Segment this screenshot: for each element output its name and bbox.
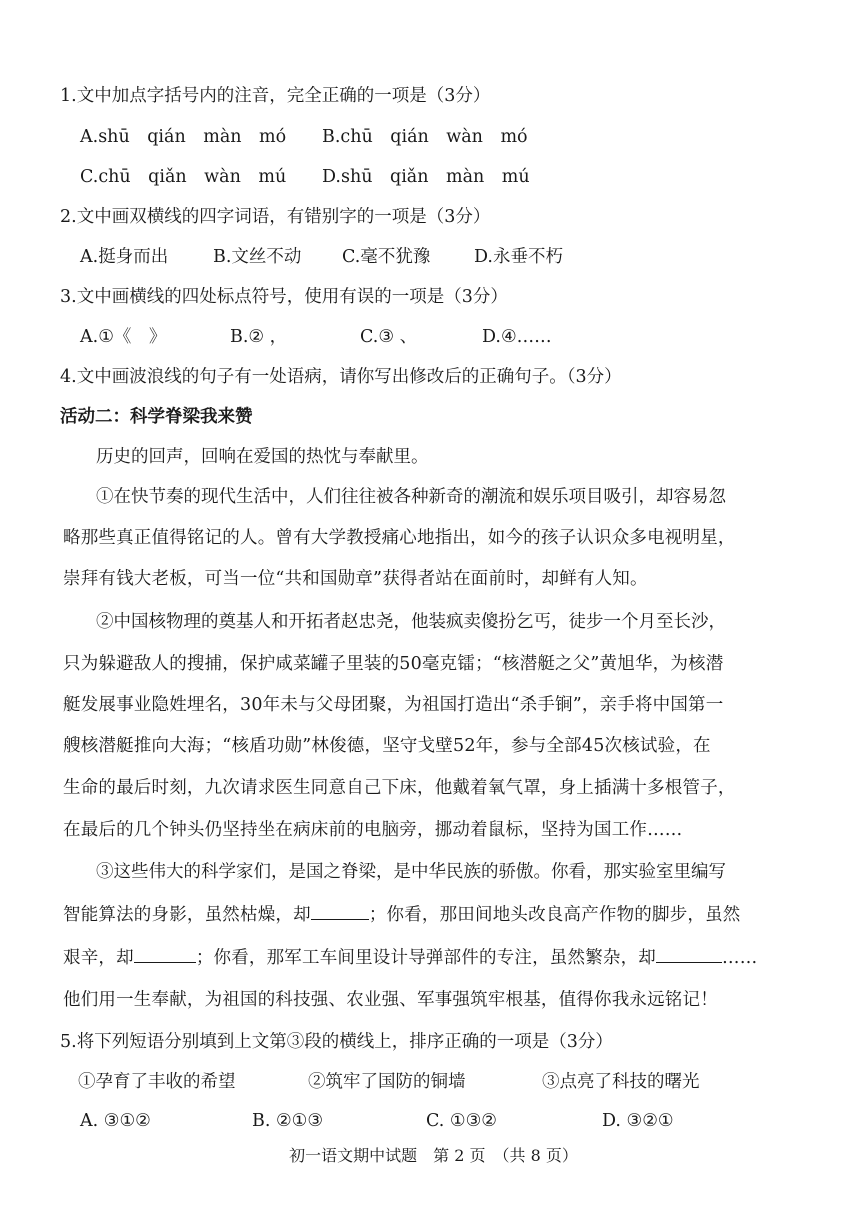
q5-option-d: D. ③②① [602, 1111, 674, 1131]
p3-line2-text-a: 智能算法的身影，虽然枯燥，却 [63, 905, 311, 925]
q5-option-c: C. ①③② [426, 1111, 497, 1131]
q3-option-c: C.③ 、 [360, 327, 418, 347]
q2-option-c: C.毫不犹豫 [342, 247, 431, 267]
q3-option-b: B.② ， [230, 327, 288, 347]
q5-options [80, 1108, 780, 1134]
p1-line1: ①在快节奏的现代生活中，人们往往被各种新奇的潮流和娱乐项目吸引，却容易忽 [96, 487, 726, 507]
q3-stem: 3.文中画横线的四处标点符号，使用有误的一项是（3分） [60, 287, 508, 307]
q1-option-c: C.chū qiǎn wàn mú [80, 167, 287, 187]
q2-stem: 2.文中画双横线的四字词语，有错别字的一项是（3分） [60, 207, 491, 227]
p1-line3: 崇拜有钱大老板，可当一位“共和国勋章”获得者站在面前时，却鲜有人知。 [63, 569, 648, 589]
q5-stem: 5.将下列短语分别填到上文第③段的横线上，排序正确的一项是（3分） [60, 1032, 613, 1052]
p3-line1: ③这些伟大的科学家们，是国之脊梁，是中华民族的骄傲。你看，那实验室里编写 [96, 862, 726, 882]
q1-option-d: D.shū qiǎn màn mú [322, 167, 530, 187]
blank-3[interactable] [656, 944, 722, 963]
activity2-heading: 活动二：科学脊梁我来赞 [60, 407, 253, 427]
q1-stem: 1.文中加点字括号内的注音，完全正确的一项是（3分） [60, 86, 491, 106]
p3-line3 [63, 944, 757, 971]
q3-option-d: D.④…… [482, 327, 552, 347]
p3-line2-text-b: ；你看，那田间地头改良高产作物的脚步，虽然 [368, 905, 741, 925]
blank-2[interactable] [134, 944, 196, 963]
p2-line1: ②中国核物理的奠基人和开拓者赵忠尧，他装疯卖傻扮乞丐，徒步一个月至长沙， [96, 612, 726, 632]
q4-stem: 4.文中画波浪线的句子有一处语病，请你写出修改后的正确句子。（3分） [60, 367, 622, 387]
q1-options-row2 [80, 164, 680, 190]
p2-line6: 在最后的几个钟头仍坚持坐在病床前的电脑旁，挪动着鼠标，坚持为国工作…… [63, 820, 683, 840]
q1-options-row1 [80, 124, 680, 150]
q3-option-a: A.①《 》 [80, 327, 167, 347]
p2-line3: 艇发展事业隐姓埋名，30年未与父母团聚，为祖国打造出“杀手锏”，亲手将中国第一 [63, 695, 724, 715]
q5-phrase-3: ③点亮了科技的曙光 [542, 1072, 700, 1092]
q5-option-a: A. ③①② [80, 1111, 151, 1131]
page-footer: 初一语文期中试题 第 2 页 （共 8 页） [289, 1146, 578, 1165]
q2-option-b: B.文丝不动 [213, 247, 302, 267]
p3-line2 [63, 901, 741, 928]
q1-option-a: A.shū qián màn mó [80, 127, 287, 147]
q5-phrase-2: ②筑牢了国防的铜墙 [308, 1072, 466, 1092]
p2-line2: 只为躲避敌人的搜捕，保护咸菜罐子里装的50毫克镭；“核潜艇之父”黄旭华，为核潜 [63, 654, 724, 674]
p3-line4: 他们用一生奉献，为祖国的科技强、农业强、军事强筑牢根基，值得你我永远铭记！ [63, 990, 718, 1010]
q5-phrase-1: ①孕育了丰收的希望 [78, 1072, 236, 1092]
p2-line4: 艘核潜艇推向大海；“核盾功勋”林俊德，坚守戈壁52年，参与全部45次核试验，在 [63, 736, 711, 756]
q2-option-d: D.永垂不朽 [474, 247, 563, 267]
q2-option-a: A.挺身而出 [80, 247, 169, 267]
p2-line5: 生命的最后时刻，九次请求医生同意自己下床，他戴着氧气罩，身上插满十多根管子， [63, 778, 736, 798]
activity2-intro: 历史的回声，回响在爱国的热忱与奉献里。 [96, 447, 429, 467]
q2-options [80, 244, 680, 270]
q5-phrases [78, 1069, 798, 1095]
blank-1[interactable] [311, 901, 369, 920]
q1-option-b: B.chū qián wàn mó [322, 127, 528, 147]
p3-line3-text-c: …… [722, 948, 758, 968]
p3-line3-text-a: 艰辛，却 [63, 948, 134, 968]
q5-option-b: B. ②①③ [252, 1111, 324, 1131]
p1-line2: 略那些真正值得铭记的人。曾有大学教授痛心地指出，如今的孩子认识众多电视明星， [63, 528, 736, 548]
p3-line3-text-b: ；你看，那军工车间里设计导弹部件的专注，虽然繁杂，却 [195, 948, 657, 968]
q3-options [80, 324, 680, 350]
